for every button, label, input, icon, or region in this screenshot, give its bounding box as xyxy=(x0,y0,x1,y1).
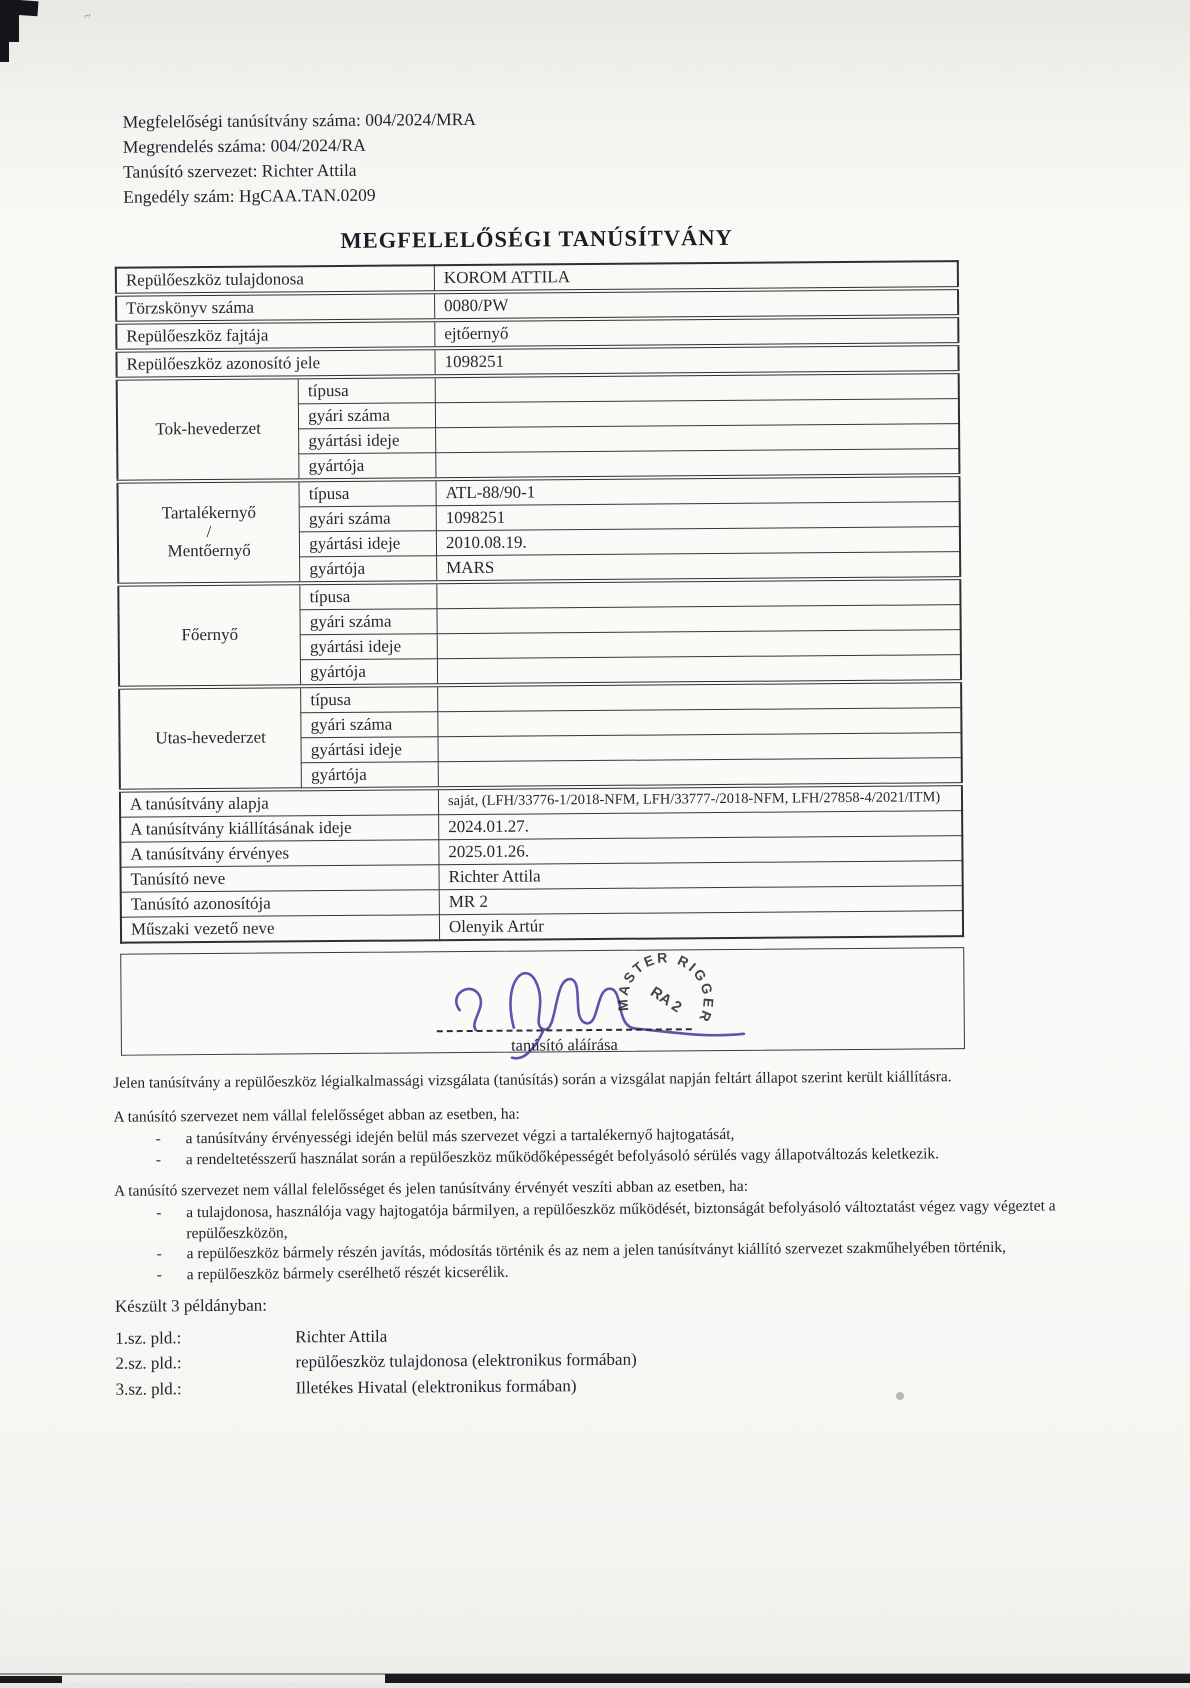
field-value: Richter Attila xyxy=(439,861,963,890)
field-label: Repülőeszköz tulajdonosa xyxy=(116,265,435,295)
conditions-intro: A tanúsító szervezet nem vállal felelősséget és jelen tanúsítvány érvényét veszíti abban az esetben, ha: xyxy=(113,1177,749,1200)
field-value: 1098251 xyxy=(436,502,960,531)
stamp-center-text: RA 2 xyxy=(647,983,685,1017)
issuance-statement: Jelen tanúsítvány a repülőeszköz légialkalmassági vizsgálata (tanúsítás) során a vizsgálat napján feltárt állapot szerint került kiállításra. xyxy=(113,1068,952,1092)
condition-text: a tulajdonosa, használója vagy hajtogatója bármilyen, a repülőeszköz működését, biztonságát befolyásoló változtatást végez vagy végeztet a repülőeszközön, xyxy=(186,1197,1056,1243)
list-item xyxy=(116,1372,637,1402)
certificate-table xyxy=(115,260,964,944)
copy-recipient: Richter Attila xyxy=(295,1326,388,1346)
field-label: gyártási ideje xyxy=(300,634,437,660)
field-label: gyári száma xyxy=(299,506,436,532)
field-value: ejtőernyő xyxy=(435,316,959,348)
field-value: MARS xyxy=(437,552,961,583)
copy-label: 1.sz. pld.: xyxy=(115,1327,182,1348)
condition-text: a tanúsítvány érvényességi idején belül más szervezet végzi a tartalékernyő hajtogatását, xyxy=(185,1126,735,1148)
scan-artifact-corner xyxy=(0,26,9,62)
field-value xyxy=(438,681,962,712)
copy-recipient: repülőeszköz tulajdonosa (elektronikus formában) xyxy=(295,1349,637,1372)
field-label: Törzskönyv száma xyxy=(116,292,435,323)
field-value xyxy=(437,655,961,686)
dash-bullet: - xyxy=(156,1245,162,1263)
field-label: Műszaki vezető neve xyxy=(121,915,440,943)
dash-bullet: - xyxy=(156,1266,162,1284)
field-value xyxy=(437,578,961,609)
condition-text: a rendeltetésszerű használat során a repülőeszköz működőképességét befolyásoló sérülés vagy állapotváltozás keletkezik. xyxy=(185,1145,940,1169)
field-label: típusa xyxy=(300,582,437,610)
liability-conditions-1 xyxy=(113,1100,1103,1171)
dash-bullet: - xyxy=(156,1204,162,1222)
field-value: 0080/PW xyxy=(434,288,958,320)
copy-label: 2.sz. pld.: xyxy=(115,1353,182,1373)
copy-label: 3.sz. pld.: xyxy=(115,1378,182,1399)
field-label: gyári száma xyxy=(301,712,438,738)
scan-artifact-bottom-edge xyxy=(0,1676,62,1683)
field-value xyxy=(438,758,962,789)
scan-artifact-dot xyxy=(896,1392,904,1400)
field-value xyxy=(435,372,959,403)
field-label: A tanúsítvány alapja xyxy=(120,788,439,817)
field-value: 2025.01.26. xyxy=(439,836,963,865)
field-label: Repülőeszköz azonosító jele xyxy=(116,348,435,379)
field-label: típusa xyxy=(299,479,436,507)
copy-recipient: Illetékes Hivatal (elektronikus formában) xyxy=(295,1375,577,1397)
field-value: MR 2 xyxy=(439,886,963,915)
document-header-block xyxy=(123,107,477,209)
field-label: gyártási ideje xyxy=(299,428,436,454)
group-label: Tartalékernyő / Mentőernyő xyxy=(117,480,300,584)
group-label: Utas-hevederzet xyxy=(119,686,302,790)
field-value: KOROM ATTILA xyxy=(434,261,958,292)
field-label: gyártási ideje xyxy=(300,531,437,557)
order-number-line: Megrendelés száma: 004/2024/RA xyxy=(122,134,366,157)
field-label: gyári száma xyxy=(299,403,436,429)
certifying-org-line: Tanúsító szervezet: Richter Attila xyxy=(122,159,357,182)
field-value: 2024.01.27. xyxy=(439,811,963,840)
field-value: ATL-88/90-1 xyxy=(436,475,960,506)
field-value: 2010.08.19. xyxy=(436,527,960,556)
field-label: gyári száma xyxy=(300,609,437,635)
signature-caption: tanúsító aláírása xyxy=(510,1034,618,1055)
scan-artifact-bottom-edge xyxy=(385,1674,1190,1683)
field-label: gyártója xyxy=(299,453,436,481)
liability-conditions-2 xyxy=(114,1174,1105,1286)
group-label: Főernyő xyxy=(118,583,301,687)
dash-bullet: - xyxy=(155,1130,161,1148)
field-label: A tanúsítvány érvényes xyxy=(120,840,439,868)
scan-artifact-pencil-mark: ~ xyxy=(81,7,94,24)
permit-number-line: Engedély szám: HgCAA.TAN.0209 xyxy=(123,184,376,207)
field-value: Olenyik Artúr xyxy=(439,911,963,941)
field-label: Tanúsító neve xyxy=(121,865,440,893)
condition-text: a repülőeszköz bármely cserélhető részét kicserélik. xyxy=(186,1263,509,1284)
field-label: gyártója xyxy=(301,659,438,687)
field-label: típusa xyxy=(301,685,438,713)
group-label: Tok-hevederzet xyxy=(117,377,300,481)
field-label: Repülőeszköz fajtája xyxy=(116,320,435,351)
field-label: gyártója xyxy=(300,556,437,584)
stamp-arc-text: MASTER RIGGER xyxy=(614,949,717,1027)
field-value: 1098251 xyxy=(435,344,959,376)
certificate-number-line: Megfelelőségi tanúsítvány száma: 004/2024/MRA xyxy=(122,108,477,132)
field-label: gyártási ideje xyxy=(301,737,438,763)
field-label: gyártója xyxy=(301,762,438,790)
field-value xyxy=(436,449,960,480)
dash-bullet: - xyxy=(155,1151,162,1169)
copies-section xyxy=(115,1290,637,1402)
signature-box xyxy=(120,947,965,1056)
field-label: Tanúsító azonosítója xyxy=(121,890,440,918)
page-title: MEGFELELŐSÉGI TANÚSÍTVÁNY xyxy=(340,224,733,253)
field-label: A tanúsítvány kiállításának ideje xyxy=(120,815,439,843)
field-label: típusa xyxy=(298,376,435,404)
copies-title: Készült 3 példányban: xyxy=(114,1295,268,1316)
conditions-intro: A tanúsító szervezet nem vállal felelősséget abban az esetben, ha: xyxy=(113,1105,520,1126)
table-row xyxy=(121,911,963,943)
field-value: saját, (LFH/33776-1/2018-NFM, LFH/33777-/2018-NFM, LFH/27858-4/2021/ITM) xyxy=(438,784,962,815)
condition-text: a repülőeszköz bármely részén javítás, módosítás történik és az nem a jelen tanúsítványt kiállító szervezet szakműhelyében történik, xyxy=(186,1239,1007,1263)
